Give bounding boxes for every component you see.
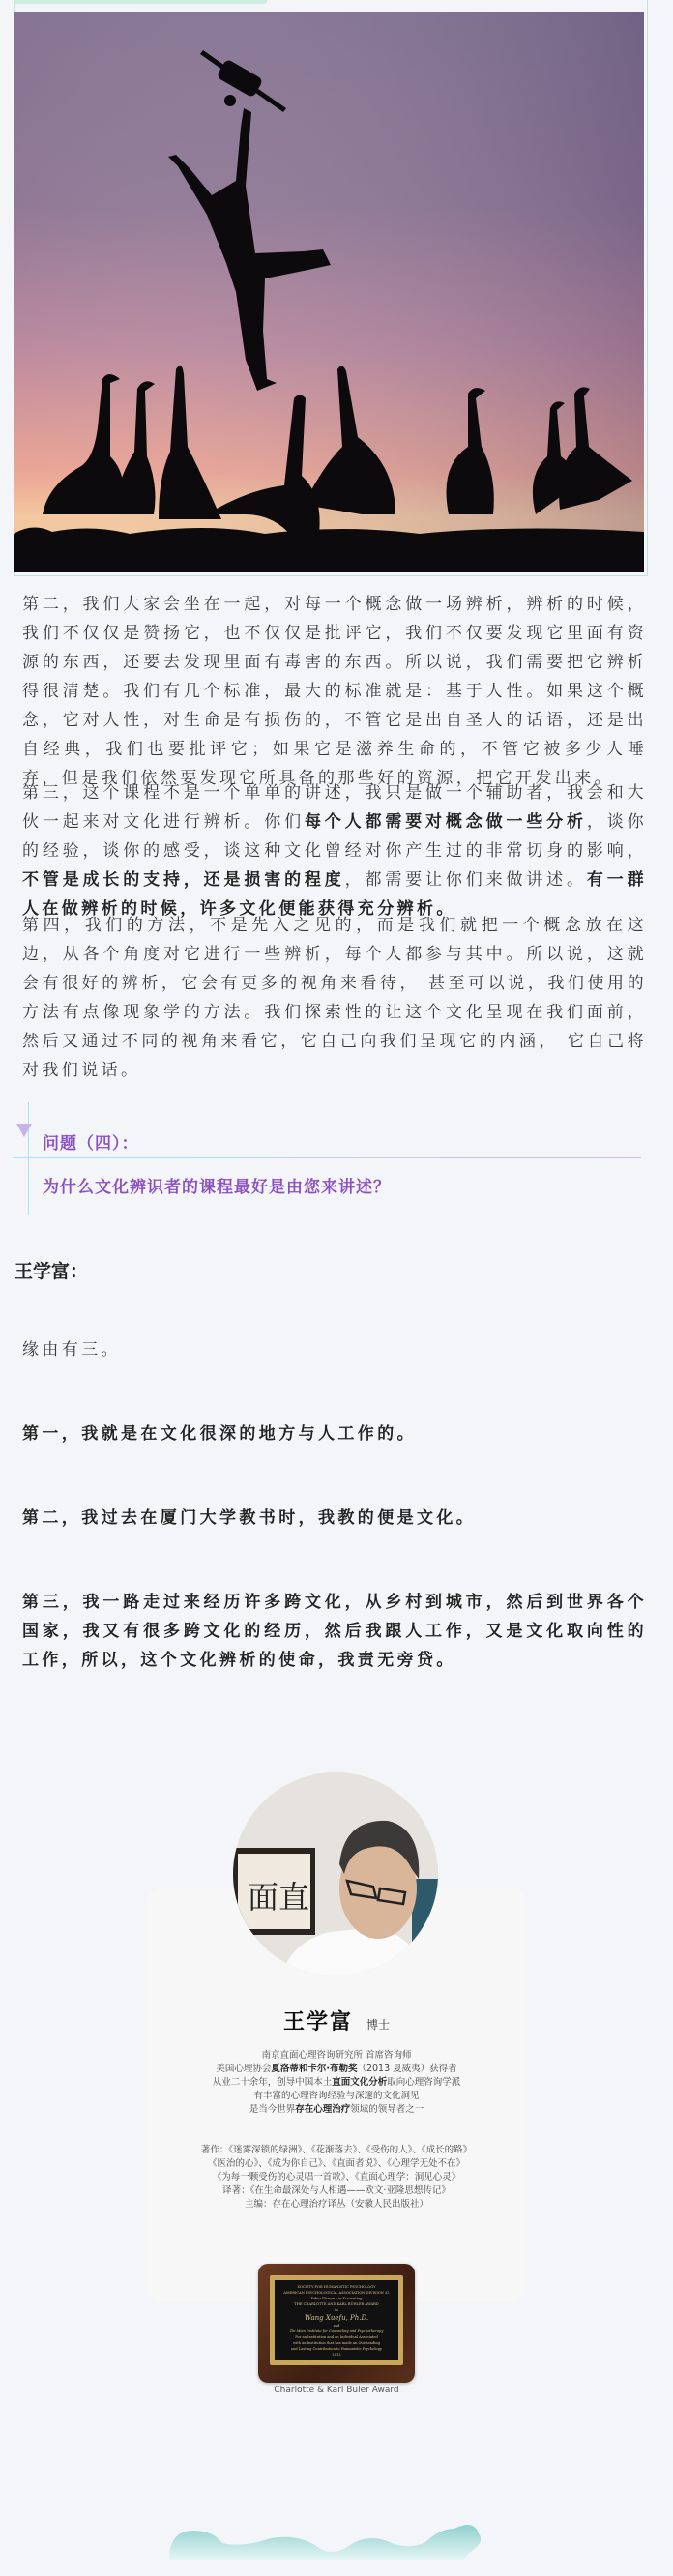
- plaque-line: and Lasting Contribution to Humanistic Psychology: [290, 2347, 383, 2351]
- text: 取向心理咨询学派: [387, 2077, 461, 2088]
- question-text: 为什么文化辨识者的课程最好是由您来讲述？: [43, 1178, 391, 1197]
- bio-line: [0, 2090, 673, 2103]
- speaker-name: 王学富：: [15, 1261, 89, 1282]
- plaque-line: THE CHARLOTTE AND KARL BÜHLER AWARD: [294, 2302, 379, 2306]
- bold-text: 存在心理治疗: [295, 2104, 351, 2115]
- text: 南京直面心理咨询研究所 首席咨询师: [261, 2050, 412, 2061]
- text: 领域的领导者之一: [350, 2104, 424, 2115]
- answer-reason-1: 第一，我就是在文化很深的地方与人工作的。: [22, 1424, 417, 1444]
- award-caption: Charlotte & Karl Buler Award: [274, 2386, 399, 2395]
- avatar: [233, 1772, 438, 1976]
- bold-text: 有一群人在做辨析的时候，许多文化便能获得充分辨析。: [22, 870, 647, 919]
- plaque-text: [275, 2280, 398, 2360]
- triangle-icon: [16, 1124, 32, 1137]
- answer-intro: 缘由有三。: [22, 1340, 121, 1360]
- plaque-line: to: [335, 2308, 338, 2312]
- text: 美国心理协会: [216, 2064, 272, 2074]
- works-line: 译著：《在生命最深处与人相遇——欧文·亚隆思想传记》: [222, 2185, 451, 2196]
- paragraph-second-point: 第二，我们大家会坐在一起，对每一个概念做一场辨析，辨析的时候，我们不仅仅是赞扬它，也不仅仅是批评它，我们不仅要发现它里面有资源的东西，还要去发现里面有毒害的东西。所以说，我们需要把它辨析得很清楚。我们有几个标准，最大的标准就是：基于人性。如果这个概念，它对人性，对生命是有损伤的，不管它是出自圣人的话语，还是出自经典，我们也要批评它；如果它是滋养生命的，不管它被多少人唾弃，但是我们依然要发现它所具备的那些好的资源，把它开发出来。: [22, 595, 647, 788]
- plaque-line: and: [333, 2324, 340, 2327]
- text: ，都需要让你们来做讲述。: [344, 870, 587, 890]
- article-photo: [14, 12, 644, 572]
- answer-reason-3: 第三，我一路走过来经历许多跨文化，从乡村到城市，然后到世界各个国家，我又有很多跨文化的经历，然后我跟人工作，又是文化取向性的工作，所以，这个文化辨析的使命，我责无旁贷。: [22, 1593, 647, 1670]
- plaque-recipient: Wang Xuefu, Ph.D.: [304, 2314, 369, 2322]
- text: 有丰富的心理咨询经验与深邃的文化洞见: [253, 2091, 420, 2101]
- text: 从业二十余年，创导中国本土: [212, 2077, 333, 2088]
- question-vertical-line: [28, 1102, 29, 1215]
- portrait-photo: [233, 1772, 438, 1976]
- plaque-line: with an Institution that has made an Outstanding: [292, 2341, 381, 2345]
- decorative-wave: [164, 2519, 503, 2562]
- bio-line: [0, 2076, 673, 2090]
- plaque-line: SOCIETY FOR HUMANISTIC PSYCHOLOGY: [297, 2285, 376, 2289]
- plaque-line: AMERICAN PSYCHOLOGICAL ASSOCIATION DIVISION 32: [283, 2291, 390, 2295]
- text: ，谈你的经验，谈你的感受，谈这种文化曾经对你产生过的非常切身的影响，: [22, 812, 647, 861]
- bold-text: 直面文化分析: [332, 2077, 388, 2088]
- plaque-line: For an Institution and an Individual Associated: [295, 2335, 378, 2339]
- bio-line: [0, 2103, 673, 2117]
- question-divider: [13, 1157, 641, 1158]
- svg-text:面直: 面直: [248, 1879, 310, 1916]
- plaque-institute: Zhi Mian Institute for Counseling and Psychotherapy: [289, 2329, 384, 2333]
- works-line: 主编：存在心理治疗译丛（安徽人民出版社）: [244, 2199, 428, 2210]
- bold-text: 夏洛蒂和卡尔·布勒奖: [271, 2064, 358, 2074]
- answer-reason-2: 第二，我过去在厦门大学教书时，我教的便是文化。: [22, 1508, 477, 1528]
- profile-name-block: [0, 2005, 673, 2035]
- profile-bio: [0, 2049, 673, 2117]
- plaque-gold-border: [270, 2275, 403, 2365]
- bio-line: [0, 2049, 673, 2063]
- works-line: 《为每一颗受伤的心灵唱一首歌》、《直面心理学：洞见心灵》: [212, 2172, 461, 2182]
- award-plaque-image: [258, 2264, 415, 2383]
- drone-geese-silhouette-image: [14, 12, 644, 572]
- works-line: 《医治的心》、《成为你自己》、《直面者说》、《心理学无处不在》: [207, 2158, 465, 2169]
- plaque-line: Takes Pleasure in Presenting: [310, 2297, 363, 2300]
- text: 第三，这个课程不是一个单单的讲述，我只是做一个辅助者，我会和大伙一起来对文化进行辨析。你们: [22, 783, 647, 832]
- question-label: 问题（四）：: [43, 1134, 139, 1154]
- text: 是当今世界: [249, 2104, 296, 2115]
- bold-text: 每个人都需要对概念做一些分析: [304, 812, 587, 832]
- profile-title: 博士: [366, 2018, 391, 2032]
- profile-name: 王学富: [282, 2010, 353, 2034]
- text: （2013 夏威夷）获得者: [357, 2064, 457, 2074]
- works-line: 著作：《迷雾深锁的绿洲》、《花渐落去》、《受伤的人》、《成长的路》: [200, 2145, 473, 2155]
- plaque-line: 2013: [332, 2353, 341, 2356]
- paragraph-fourth-point: 第四，我们的方法，不是先入之见的，而是我们就把一个概念放在这边，从各个角度对它进行一些辨析，每个人都参与其中。所以说，这就会有很好的辨析，它会有更多的视角来看待， 甚至可以说，我们使用的方法有点像现象学的方法。我们探索性的让这个文化呈现在我们面前，然后又通过不同的视角来看它，它自己向我们呈现它的内涵， 它自己将对我们说话。: [22, 916, 647, 1080]
- bio-line: [0, 2063, 673, 2076]
- profile-works: [0, 2144, 673, 2211]
- bold-text: 不管是成长的支持，还是损害的程度: [22, 870, 345, 890]
- paragraph-third-point: [22, 778, 647, 923]
